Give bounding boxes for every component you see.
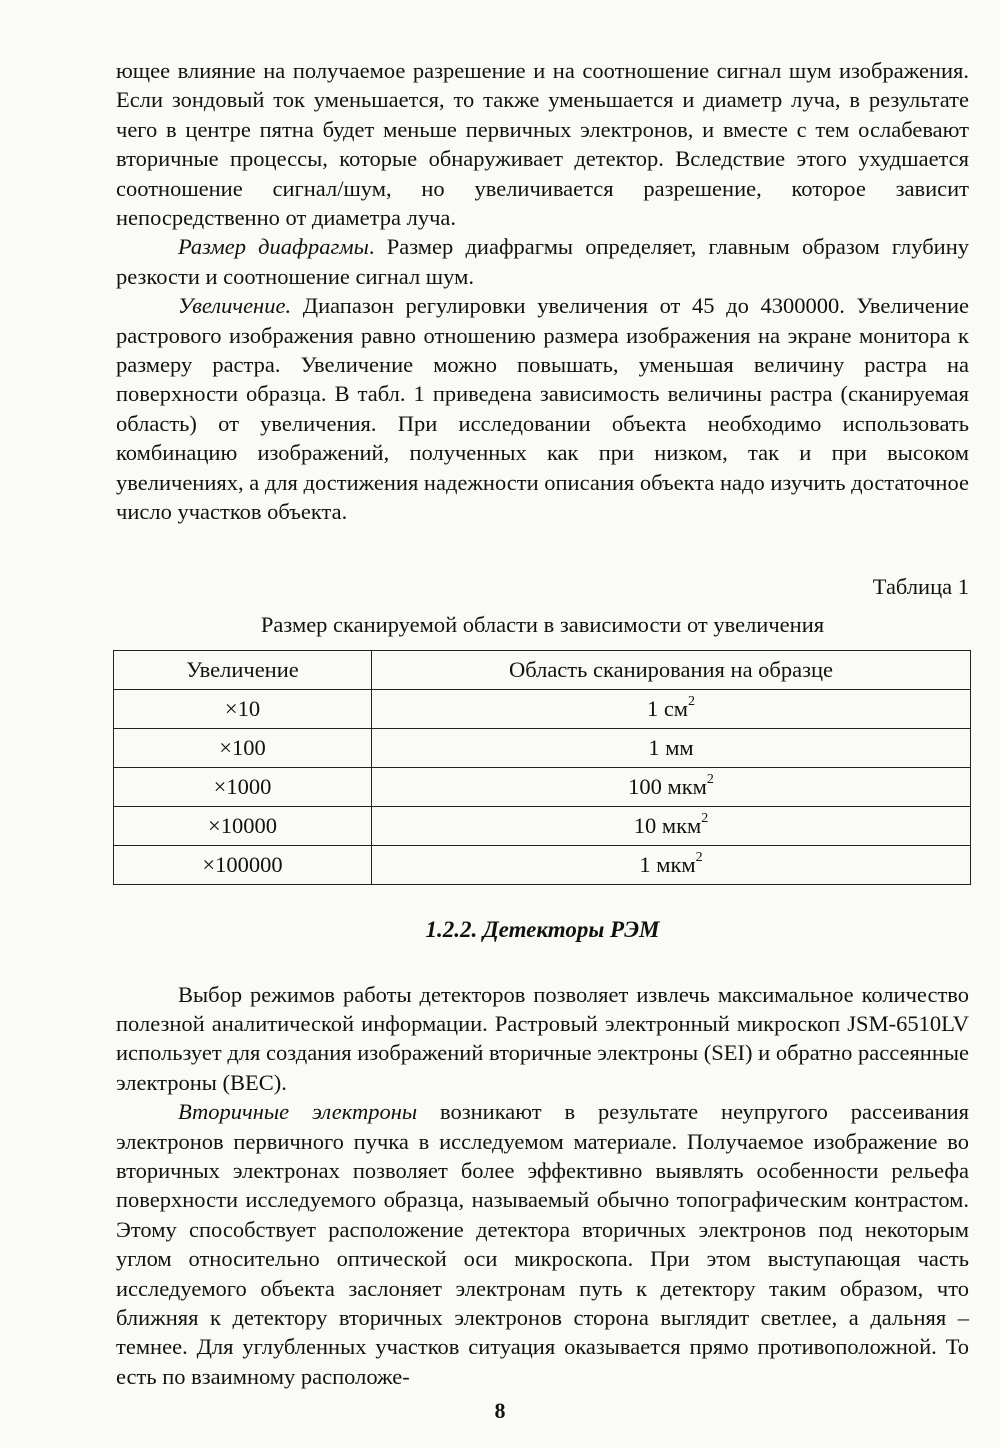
paragraph-magnification	[116, 291, 969, 526]
cell-scan-area	[372, 728, 971, 767]
paragraph-aperture-text: . Размер диафрагмы определяет, главным образом глубину резкости и соотношение сигнал шум.	[116, 234, 969, 289]
cell-magnification: ×10	[114, 689, 372, 728]
paragraph-secondary-electrons	[116, 1097, 969, 1391]
cell-scan-area	[372, 845, 971, 884]
cell-magnification: ×1000	[114, 767, 372, 806]
scan-area-value: 1 мкм	[639, 851, 696, 877]
table-label: Таблица 1	[872, 573, 969, 599]
paragraph-magnification-text: Диапазон регулировки увеличения от 45 до 4300000. Увеличение растрового изображения равно отношению размера изображения на экране монитора к размеру растра. Увеличение можно повышать, уменьшая величину растра на поверхности образца. В табл. 1 приведена зависимость величины растра (сканируемая область) от увеличения. При исследовании объекта необходимо использовать комбинацию изображений, полученных как при низком, так и при высоком увеличениях, а для достижения надежности описания объекта надо изучить достаточное число участков объекта.	[116, 293, 969, 525]
paragraph-secondary-electrons-text: возникают в результате неупругого рассеивания электронов первичного пучка в исследуемом материале. Получаемое изображение во вторичных электронах позволяет более эффективно выявлять особенности рельефа поверхности исследуемого образца, называемый обычно топографическим контрастом. Этому способствует расположение детектора вторичных электронов под некоторым углом относительно оптической оси микроскопа. При этом выступающая часть исследуемого объекта заслоняет электронам путь к детектору таким образом, что ближняя к детектору вторичных электронов сторона выглядит светлее, а дальняя – темнее. Для углубленных участков ситуация оказывается прямо противоположной. То есть по взаимному расположе-	[116, 1099, 969, 1389]
paragraph-detectors: Выбор режимов работы детекторов позволяет извлечь максимальное количество полезной аналитической информации. Растровый электронный микроскоп JSM-6510LV использует для создания изображений вторичные электроны (SEI) и обратно рассеянные электроны (BEC).	[116, 981, 969, 1095]
header-scan-area: Область сканирования на образце	[372, 650, 971, 689]
table-row	[114, 728, 971, 767]
cell-magnification: ×10000	[114, 806, 372, 845]
term-secondary-electrons: Вторичные электроны	[178, 1099, 418, 1125]
unit-exponent: 2	[701, 811, 709, 826]
term-magnification: Увеличение.	[178, 293, 292, 319]
scan-area-value: 10 мкм	[633, 812, 702, 838]
cell-scan-area	[372, 806, 971, 845]
cell-magnification: ×100000	[114, 845, 372, 884]
cell-scan-area	[372, 689, 971, 728]
scan-area-table	[113, 650, 971, 885]
section-heading: 1.2.2. Детекторы РЭМ	[425, 916, 660, 942]
table-caption: Размер сканируемой области в зависимости от увеличения	[260, 611, 825, 637]
unit-exponent: 2	[695, 850, 703, 865]
scan-area-value: 1 мм	[648, 734, 694, 760]
term-aperture-size: Размер диафрагмы	[178, 234, 369, 260]
header-magnification: Увеличение	[114, 650, 372, 689]
table-row	[114, 806, 971, 845]
table-row	[114, 767, 971, 806]
paragraph-resolution: ющее влияние на получаемое разрешение и на соотношение сигнал шум изображения. Если зондовый ток уменьшается, то также уменьшается и диаметр луча, в результате чего в центре пятна будет меньше первичных электронов, и вместе с тем ослабевают вторичные процессы, которые обнаруживает детектор. Вследствие этого ухудшается соотношение сигнал/шум, но увеличивается разрешение, которое зависит непосредственно от диаметра луча.	[116, 58, 969, 231]
cell-magnification: ×100	[114, 728, 372, 767]
scan-area-value: 100 мкм	[628, 773, 707, 799]
cell-scan-area	[372, 767, 971, 806]
unit-exponent: 2	[688, 694, 696, 709]
table-row	[114, 689, 971, 728]
scan-area-value: 1 см	[646, 695, 689, 721]
table-header-row	[114, 650, 971, 689]
unit-exponent: 2	[706, 772, 714, 787]
paragraph-aperture	[116, 232, 969, 291]
document-page	[116, 56, 969, 1391]
page-number: 8	[494, 1398, 506, 1423]
table-row	[114, 845, 971, 884]
